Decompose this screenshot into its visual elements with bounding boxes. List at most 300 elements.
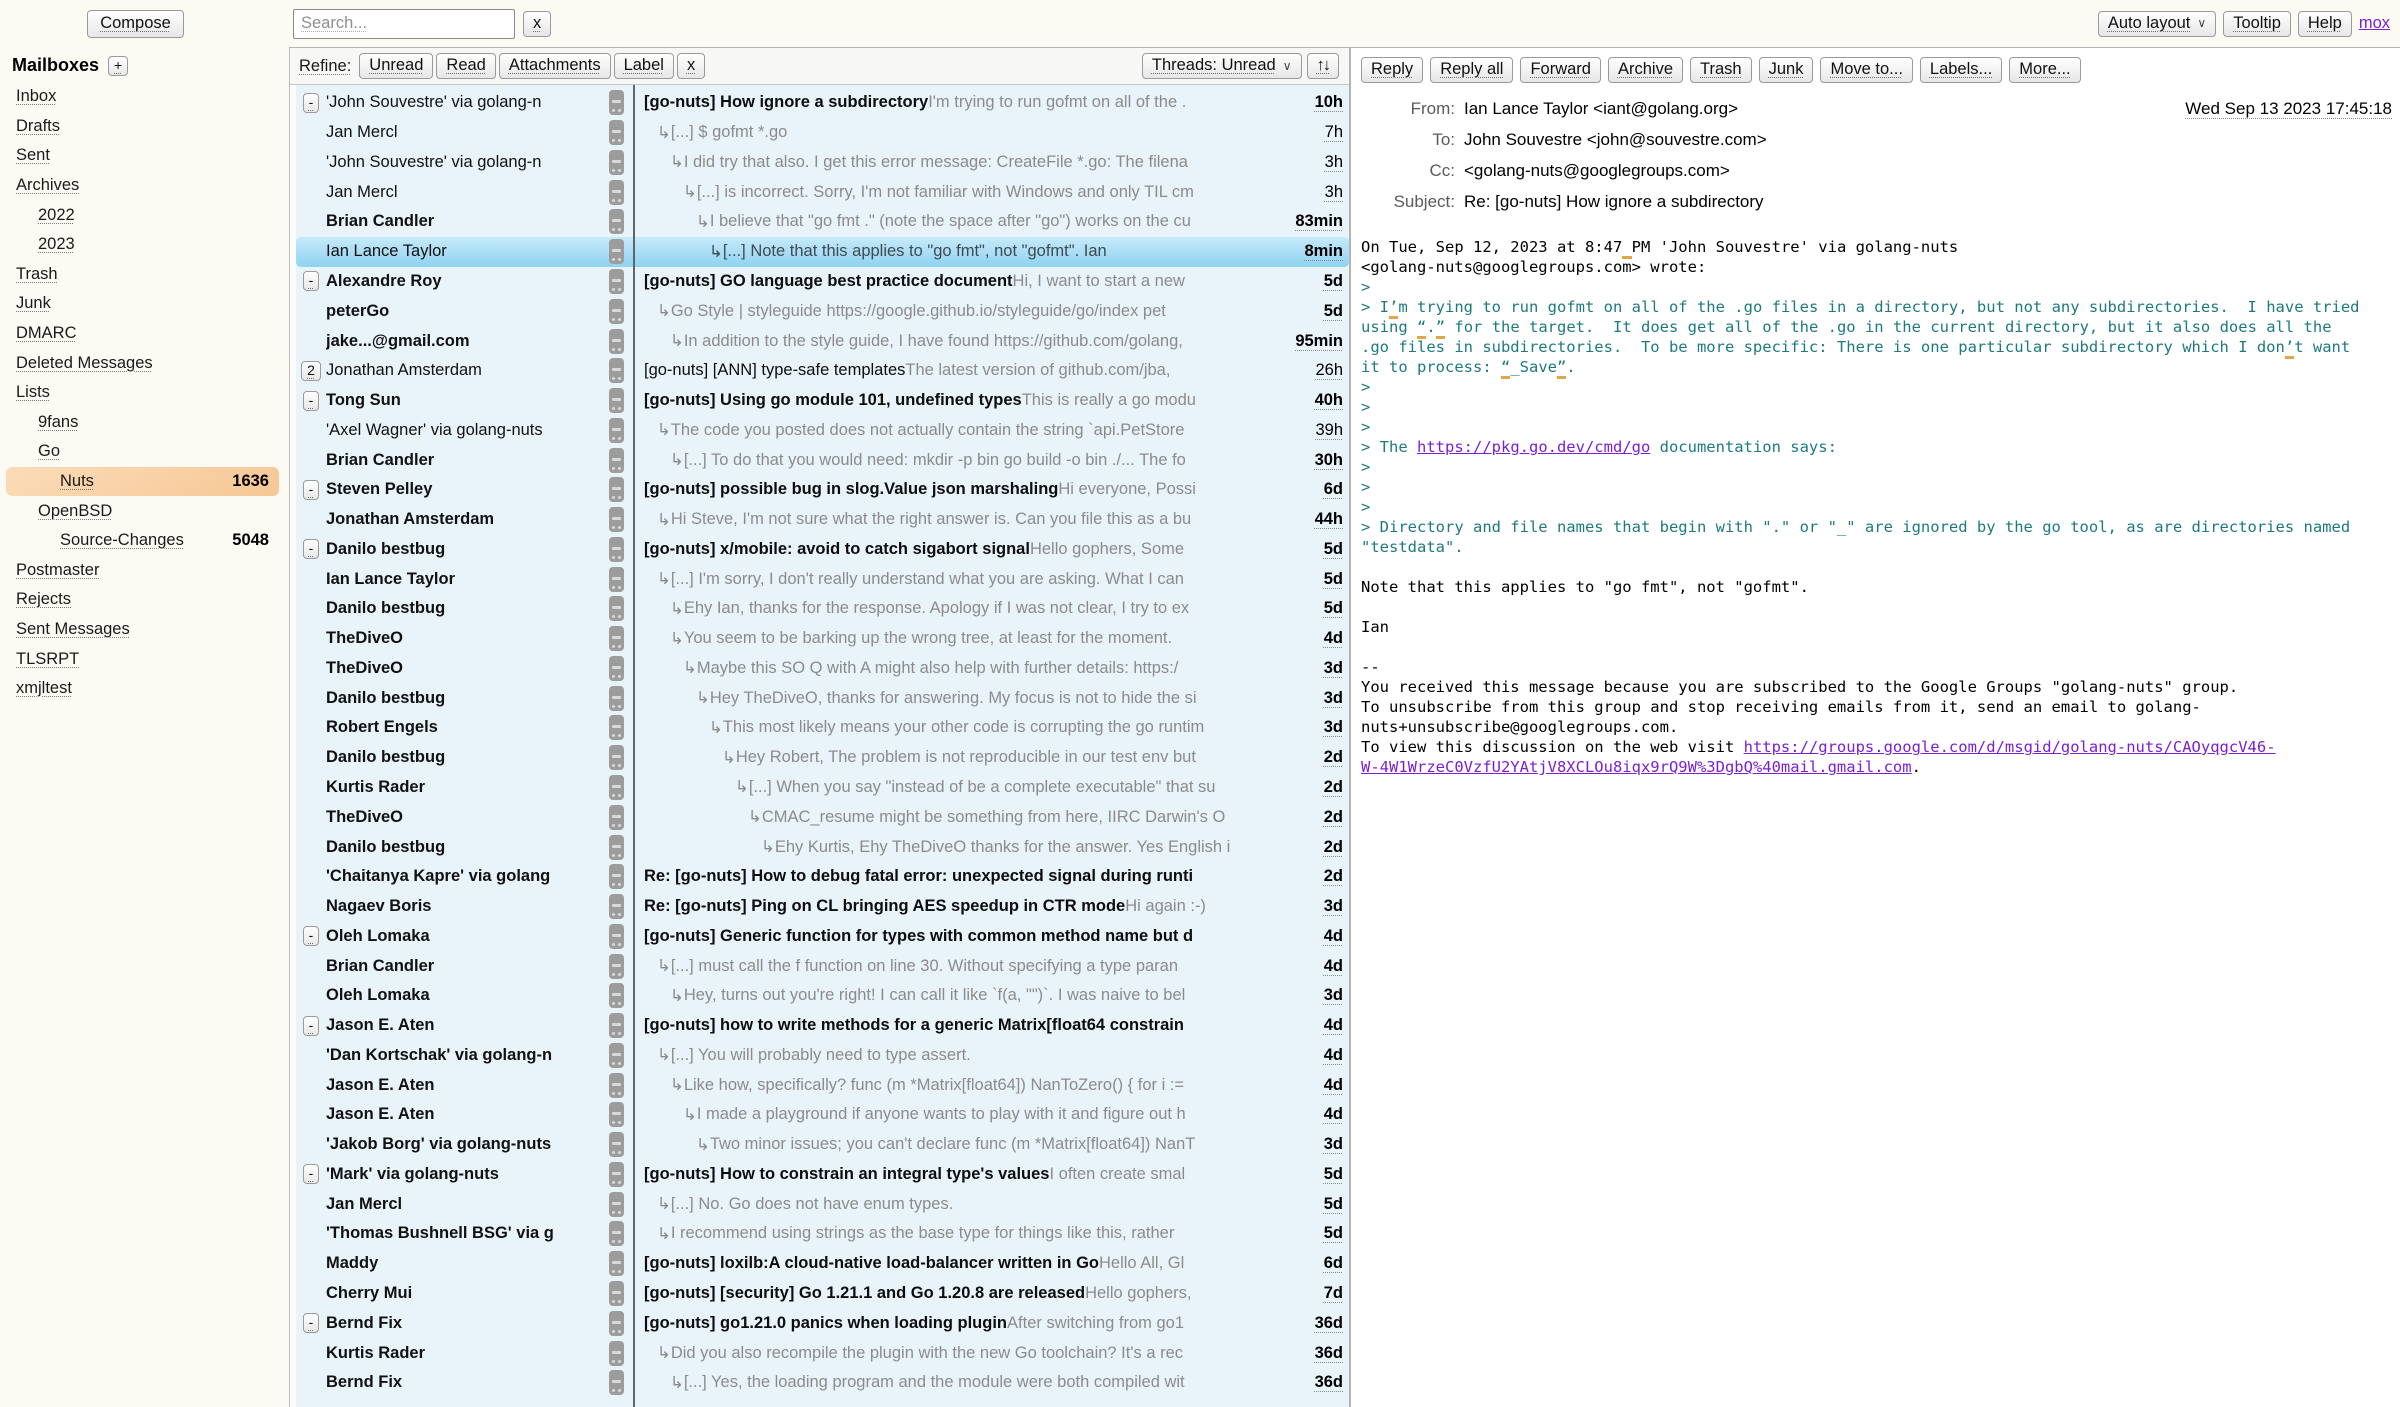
sender-name: 'John Souvestre' via golang-n <box>326 93 542 112</box>
body-text: it to process: <box>1361 358 1501 376</box>
sender-name: Jonathan Amsterdam <box>326 510 495 529</box>
subject-cell <box>628 331 1257 351</box>
sender-name: Oleh Lomaka <box>326 926 430 945</box>
sender-name: Danilo bestbug <box>326 748 446 767</box>
message-flag-icon[interactable] <box>609 1132 624 1157</box>
message-snippet: [...] $ gofmt *.go <box>670 123 788 142</box>
message-flag-icon[interactable] <box>609 775 624 800</box>
refine-label: Refine: <box>299 56 352 75</box>
message-row[interactable] <box>296 1160 1349 1190</box>
mailbox-label: DMARC <box>16 324 77 343</box>
header-to-row <box>1351 130 2400 150</box>
message-row[interactable] <box>296 951 1349 981</box>
sidebar-item-rejects[interactable] <box>6 585 279 615</box>
age-value: 8min <box>1304 242 1343 261</box>
sidebar-item-junk[interactable] <box>6 289 279 319</box>
message-row[interactable] <box>296 505 1349 535</box>
flag-cell <box>604 894 628 919</box>
message-row[interactable] <box>296 1130 1349 1160</box>
toggle-label: - <box>308 540 314 557</box>
thread-toggle-button[interactable] <box>303 93 320 113</box>
message-flag-icon[interactable] <box>609 1341 624 1366</box>
message-flag-icon[interactable] <box>609 1073 624 1098</box>
message-row[interactable] <box>296 862 1349 892</box>
flag-cell <box>604 537 628 562</box>
age-value: 30h <box>1314 450 1343 469</box>
message-age <box>1257 1195 1349 1214</box>
message-snippet: Did you also recompile the plugin with the new Go toolchain? It's a rec <box>670 1343 1184 1362</box>
message-age <box>1257 689 1349 708</box>
age-value: 5d <box>1323 1224 1343 1243</box>
subject-cell <box>628 480 1257 499</box>
threads-filter-select[interactable]: Threads: Unread ∨ <box>1142 53 1302 79</box>
add-mailbox-button[interactable]: + <box>108 56 128 76</box>
message-row[interactable] <box>296 683 1349 713</box>
message-flag-icon[interactable] <box>609 329 624 354</box>
message-flag-icon[interactable] <box>609 1162 624 1187</box>
message-flag-icon[interactable] <box>609 209 624 234</box>
toggle-label: - <box>308 927 314 944</box>
subject-cell <box>628 688 1257 708</box>
sender-name: Jan Mercl <box>326 182 398 201</box>
refine-filter-attachments[interactable] <box>499 53 611 79</box>
message-age <box>1257 718 1349 737</box>
message-flag-icon[interactable] <box>609 120 624 145</box>
search-input[interactable] <box>293 9 515 39</box>
message-row[interactable] <box>296 1189 1349 1219</box>
sender-name: Bernd Fix <box>326 1313 403 1332</box>
subject-cell <box>628 569 1257 589</box>
message-flag-icon[interactable] <box>609 90 624 115</box>
flag-cell <box>604 805 628 830</box>
thread-toggle-button[interactable] <box>303 480 320 500</box>
message-flag-icon[interactable] <box>609 180 624 205</box>
mailbox-label: Trash <box>16 264 58 283</box>
mailbox-label: OpenBSD <box>38 501 113 520</box>
message-row[interactable] <box>296 594 1349 624</box>
thread-toggle-button[interactable] <box>303 391 320 411</box>
junk-button[interactable] <box>1759 57 1814 83</box>
message-row[interactable] <box>296 654 1349 684</box>
message-flag-icon[interactable] <box>609 894 624 919</box>
age-value: 2d <box>1323 837 1343 856</box>
refine-filter-x[interactable] <box>677 53 705 79</box>
message-row[interactable] <box>296 177 1349 207</box>
trash-button[interactable] <box>1690 57 1752 83</box>
message-flag-icon[interactable] <box>609 715 624 740</box>
subject-cell <box>628 807 1257 827</box>
flag-cell <box>604 1281 628 1306</box>
flag-cell <box>604 299 628 324</box>
body-line <box>1361 417 2400 437</box>
message-flag-icon[interactable] <box>609 1251 624 1276</box>
subject-cell <box>628 1284 1257 1303</box>
message-flag-icon[interactable] <box>609 1281 624 1306</box>
message-row[interactable] <box>296 921 1349 951</box>
message-age <box>1257 1016 1349 1035</box>
message-snippet: Hi everyone, Possi <box>1058 480 1196 499</box>
sidebar-item-lists[interactable] <box>6 378 279 408</box>
button-label: Reply <box>1371 60 1414 78</box>
reply-button[interactable] <box>1361 57 1423 83</box>
sort-button[interactable]: ↑↓ <box>1307 53 1340 79</box>
message-flag-icon[interactable] <box>609 299 624 324</box>
subject-cell <box>628 897 1257 916</box>
body-text: > <box>1361 378 1371 396</box>
age-value: 4d <box>1323 926 1343 945</box>
column-resizer[interactable] <box>633 85 635 1407</box>
reply-arrow-icon: ↳ <box>657 421 671 440</box>
message-flag-icon[interactable] <box>609 596 624 621</box>
flag-cell <box>604 864 628 889</box>
message-flag-icon[interactable] <box>609 864 624 889</box>
message-flag-icon[interactable] <box>609 269 624 294</box>
thread-toggle-button[interactable] <box>303 926 320 946</box>
sender-name: Robert Engels <box>326 718 438 737</box>
sidebar-item-drafts[interactable] <box>6 112 279 142</box>
toggle-label: - <box>308 272 314 289</box>
message-flag-icon[interactable] <box>609 686 624 711</box>
reply-arrow-icon: ↳ <box>748 808 762 827</box>
sender-name: jake...@gmail.com <box>326 331 470 350</box>
thread-toggle-button[interactable] <box>303 1313 320 1333</box>
toggle-label: - <box>308 93 314 110</box>
age-value: 95min <box>1295 331 1343 350</box>
message-flag-icon[interactable] <box>609 537 624 562</box>
forward-button[interactable] <box>1520 57 1601 83</box>
toggle-label: - <box>308 1016 314 1033</box>
message-row[interactable] <box>296 415 1349 445</box>
message-row[interactable] <box>296 1070 1349 1100</box>
message-flag-icon[interactable] <box>609 835 624 860</box>
message-age <box>1257 212 1349 231</box>
message-snippet: Hello All, Gl <box>1098 1254 1185 1273</box>
message-flag-icon[interactable] <box>609 1102 624 1127</box>
body-text: nuts+unsubscribe@googlegroups.com. <box>1361 718 1679 736</box>
reply-arrow-icon: ↳ <box>683 659 697 678</box>
sidebar-item-dmarc[interactable] <box>6 319 279 349</box>
message-row[interactable] <box>296 1249 1349 1279</box>
message-flag-icon[interactable] <box>609 626 624 651</box>
message-flag-icon[interactable] <box>609 805 624 830</box>
clear-search-button[interactable]: x <box>523 11 551 37</box>
message-row[interactable] <box>296 267 1349 297</box>
mailbox-label: Nuts <box>60 472 94 491</box>
message-toolbar <box>1351 48 2400 83</box>
body-text: Ian <box>1361 618 1389 636</box>
help-button[interactable]: Help <box>2298 11 2352 37</box>
sender-name: 'Thomas Bushnell BSG' via g <box>326 1224 554 1243</box>
thread-toggle-button[interactable] <box>303 271 320 291</box>
body-link[interactable]: https://groups.google.com/d/msgid/golang-nuts/CAOyqgcV46- <box>1743 738 2276 756</box>
labels-button[interactable] <box>1920 57 2002 83</box>
body-text: > I <box>1361 298 1389 316</box>
message-flag-icon[interactable] <box>609 1192 624 1217</box>
more-button[interactable] <box>2009 57 2080 83</box>
message-flag-icon[interactable] <box>609 1043 624 1068</box>
message-age <box>1257 867 1349 886</box>
message-flag-icon[interactable] <box>609 1370 624 1395</box>
message-subject: Re: [go-nuts] How to debug fatal error: unexpected signal during runti <box>644 867 1194 886</box>
body-line <box>1361 397 2400 417</box>
message-flag-icon[interactable] <box>609 448 624 473</box>
button-label: Trash <box>1700 60 1742 78</box>
message-row[interactable] <box>296 118 1349 148</box>
message-age <box>1257 123 1349 142</box>
flag-cell <box>604 388 628 413</box>
reply-arrow-icon: ↳ <box>709 718 723 737</box>
message-flag-icon[interactable] <box>609 150 624 175</box>
sidebar-item-trash[interactable] <box>6 260 279 290</box>
thread-toggle-button[interactable] <box>303 539 320 559</box>
thread-toggle-button[interactable] <box>303 1016 320 1036</box>
message-row[interactable] <box>296 534 1349 564</box>
message-list <box>290 85 1349 1407</box>
sidebar-item-nuts[interactable] <box>6 467 279 497</box>
reply-arrow-icon: ↳ <box>657 1195 671 1214</box>
body-line <box>1361 677 2400 697</box>
mox-brand-link[interactable]: mox <box>2358 14 2390 32</box>
sidebar-item-deleted-messages[interactable] <box>6 348 279 378</box>
message-flag-icon[interactable] <box>609 567 624 592</box>
message-row[interactable] <box>296 1368 1349 1398</box>
message-age <box>1257 897 1349 916</box>
sender-name: Jan Mercl <box>326 123 398 142</box>
sender-name: peterGo <box>326 301 390 320</box>
tooltip-button[interactable]: Tooltip <box>2223 11 2291 37</box>
message-row[interactable] <box>296 326 1349 356</box>
message-row[interactable] <box>296 1041 1349 1071</box>
body-text: ’ <box>1389 298 1398 319</box>
message-list-pane <box>289 48 1349 1407</box>
flag-cell <box>604 1341 628 1366</box>
thread-toggle-cell <box>296 1016 326 1036</box>
sender-name: Bernd Fix <box>326 1373 403 1392</box>
message-age <box>1257 1105 1349 1124</box>
message-row[interactable] <box>296 802 1349 832</box>
body-line <box>1361 617 2400 637</box>
message-age <box>1257 1224 1349 1243</box>
archive-button[interactable] <box>1608 57 1683 83</box>
sidebar-item-inbox[interactable] <box>6 82 279 112</box>
message-row[interactable] <box>296 445 1349 475</box>
age-value: 2d <box>1323 748 1343 767</box>
message-flag-icon[interactable] <box>609 418 624 443</box>
message-row[interactable] <box>296 1279 1349 1309</box>
move-to-button[interactable] <box>1820 57 1912 83</box>
thread-toggle-button[interactable] <box>303 1164 320 1184</box>
message-age <box>1257 1165 1349 1184</box>
body-line <box>1361 697 2400 717</box>
flag-cell <box>604 567 628 592</box>
message-flag-icon[interactable] <box>609 954 624 979</box>
flag-cell <box>604 835 628 860</box>
message-age <box>1257 451 1349 470</box>
age-value: 6d <box>1323 1254 1343 1273</box>
body-line <box>1361 477 2400 497</box>
reply-all-button[interactable] <box>1430 57 1513 83</box>
message-subject: [go-nuts] How to constrain an integral type's values <box>644 1164 1050 1183</box>
message-snippet: [...] Yes, the loading program and the module were both compiled wit <box>683 1373 1185 1392</box>
flag-cell <box>604 120 628 145</box>
sender-name: 'Jakob Borg' via golang-nuts <box>326 1135 552 1154</box>
message-snippet: After switching from go1 <box>1007 1313 1185 1332</box>
body-line <box>1361 357 2400 377</box>
sender-name: Brian Candler <box>326 212 435 231</box>
message-row[interactable] <box>296 773 1349 803</box>
message-age <box>1257 1076 1349 1095</box>
thread-toggle-cell <box>296 480 326 500</box>
refine-filters <box>359 53 705 79</box>
thread-toggle-cell <box>296 271 326 291</box>
body-line <box>1361 737 2400 757</box>
sidebar-item-go[interactable] <box>6 437 279 467</box>
message-row[interactable] <box>296 237 1349 267</box>
sender-name: Danilo bestbug <box>326 688 446 707</box>
sidebar-item-9fans[interactable] <box>6 408 279 438</box>
sidebar-item-sent-messages[interactable] <box>6 615 279 645</box>
message-row[interactable] <box>296 743 1349 773</box>
sender-name: Tong Sun <box>326 391 401 410</box>
message-flag-icon[interactable] <box>609 1311 624 1336</box>
message-row[interactable] <box>296 1100 1349 1130</box>
layout-select[interactable]: Auto layout ∨ <box>2098 11 2216 37</box>
message-flag-icon[interactable] <box>609 983 624 1008</box>
sidebar-item-postmaster[interactable] <box>6 556 279 586</box>
message-flag-icon[interactable] <box>609 924 624 949</box>
message-flag-icon[interactable] <box>609 239 624 264</box>
message-snippet: [...] I'm sorry, I don't really understand what you are asking. What I can <box>670 569 1184 588</box>
message-flag-icon[interactable] <box>609 1221 624 1246</box>
age-value: 3d <box>1323 1135 1343 1154</box>
message-row[interactable] <box>296 356 1349 386</box>
compose-button[interactable] <box>87 10 184 38</box>
message-row[interactable] <box>296 1338 1349 1368</box>
message-flag-icon[interactable] <box>609 507 624 532</box>
subject-cell <box>628 152 1257 172</box>
refine-filter-label[interactable] <box>614 53 674 79</box>
age-value: 3d <box>1323 718 1343 737</box>
reply-arrow-icon: ↳ <box>722 748 736 767</box>
sender-name: 'Mark' via golang-nuts <box>326 1164 499 1183</box>
message-row[interactable] <box>296 564 1349 594</box>
body-link[interactable]: https://pkg.go.dev/cmd/go <box>1417 438 1651 456</box>
sidebar-item-source-changes[interactable] <box>6 526 279 556</box>
message-age <box>1257 183 1349 202</box>
message-row[interactable] <box>296 386 1349 416</box>
body-text: > <box>1361 398 1371 416</box>
age-value: 2d <box>1323 867 1343 886</box>
subject-cell <box>628 956 1257 976</box>
reply-arrow-icon: ↳ <box>657 570 671 589</box>
sidebar-item-tlsrpt[interactable] <box>6 644 279 674</box>
body-text: m trying to run gofmt on all of the .go files in a directory, but not any subdirectories. I have tried <box>1398 298 2360 316</box>
message-flag-icon[interactable] <box>609 745 624 770</box>
sidebar-item-2022[interactable] <box>6 200 279 230</box>
message-row[interactable] <box>296 1308 1349 1338</box>
message-row[interactable] <box>296 624 1349 654</box>
subject-cell <box>628 1016 1257 1035</box>
subject-cell <box>628 242 1257 262</box>
message-row[interactable] <box>296 88 1349 118</box>
message-flag-icon[interactable] <box>609 1013 624 1038</box>
thread-toggle-cell <box>296 93 326 113</box>
body-line <box>1361 437 2400 457</box>
message-row[interactable] <box>296 981 1349 1011</box>
message-subject: [go-nuts] [ANN] type-safe templates <box>644 361 906 380</box>
age-value: 39h <box>1315 420 1343 439</box>
age-value: 5d <box>1323 301 1343 320</box>
message-snippet: Hey Robert, The problem is not reproducible in our test env but <box>735 748 1196 767</box>
sidebar-item-openbsd[interactable] <box>6 496 279 526</box>
body-line <box>1361 317 2400 337</box>
body-line <box>1361 717 2400 737</box>
button-label: Archive <box>1617 60 1674 78</box>
header-subject-row <box>1351 192 2400 212</box>
message-flag-icon[interactable] <box>609 656 624 681</box>
refine-filter-unread[interactable] <box>359 53 433 79</box>
flag-cell <box>604 983 628 1008</box>
message-row[interactable] <box>296 1219 1349 1249</box>
message-row[interactable] <box>296 475 1349 505</box>
subject-cell <box>628 1194 1257 1214</box>
message-age <box>1257 480 1349 499</box>
sidebar-item-archives[interactable] <box>6 171 279 201</box>
message-snippet: You seem to be barking up the wrong tree, at least for the moment. <box>683 629 1173 648</box>
sidebar-item-xmjltest[interactable] <box>6 674 279 704</box>
message-subject: [go-nuts] possible bug in slog.Value json marshaling <box>644 480 1059 499</box>
reply-arrow-icon: ↳ <box>670 1076 684 1095</box>
message-row[interactable] <box>296 713 1349 743</box>
sidebar-item-2023[interactable] <box>6 230 279 260</box>
message-row[interactable] <box>296 207 1349 237</box>
age-value: 4d <box>1323 1105 1343 1124</box>
flag-cell <box>604 596 628 621</box>
sender-name: Oleh Lomaka <box>326 986 430 1005</box>
compose-label: Compose <box>100 13 171 32</box>
sidebar-item-sent[interactable] <box>6 141 279 171</box>
age-value: 5d <box>1323 271 1343 290</box>
body-link[interactable]: W-4W1WrzeC0VzfU2YAtjV8XCLOu8iqx9rQ9W%3DgbQ%40mail.gmail.com <box>1361 758 1912 776</box>
reply-arrow-icon: ↳ <box>670 1373 684 1392</box>
refine-filter-read[interactable] <box>436 53 495 79</box>
flag-cell <box>604 1132 628 1157</box>
body-text: <golang-nuts@googlegroups.com> wrote: <box>1361 258 1707 276</box>
sender-name: Brian Candler <box>326 450 435 469</box>
subject-cell <box>628 1075 1257 1095</box>
sender-name: Alexandre Roy <box>326 271 442 290</box>
message-flag-icon[interactable] <box>609 358 624 383</box>
message-age <box>1257 957 1349 976</box>
message-row[interactable] <box>296 832 1349 862</box>
message-age <box>1257 332 1349 351</box>
message-flag-icon[interactable] <box>609 477 624 502</box>
reply-arrow-icon: ↳ <box>735 778 749 797</box>
flag-cell <box>604 745 628 770</box>
message-row[interactable] <box>296 892 1349 922</box>
thread-toggle-button[interactable] <box>301 361 321 381</box>
message-row[interactable] <box>296 296 1349 326</box>
age-value: 2d <box>1323 807 1343 826</box>
mailbox-label: Deleted Messages <box>16 353 153 372</box>
message-row[interactable] <box>296 1011 1349 1041</box>
reply-arrow-icon: ↳ <box>683 1105 697 1124</box>
body-text: "testdata". <box>1361 538 1464 556</box>
message-row[interactable] <box>296 148 1349 178</box>
message-flag-icon[interactable] <box>609 388 624 413</box>
body-line <box>1361 757 2400 777</box>
flag-cell <box>604 954 628 979</box>
